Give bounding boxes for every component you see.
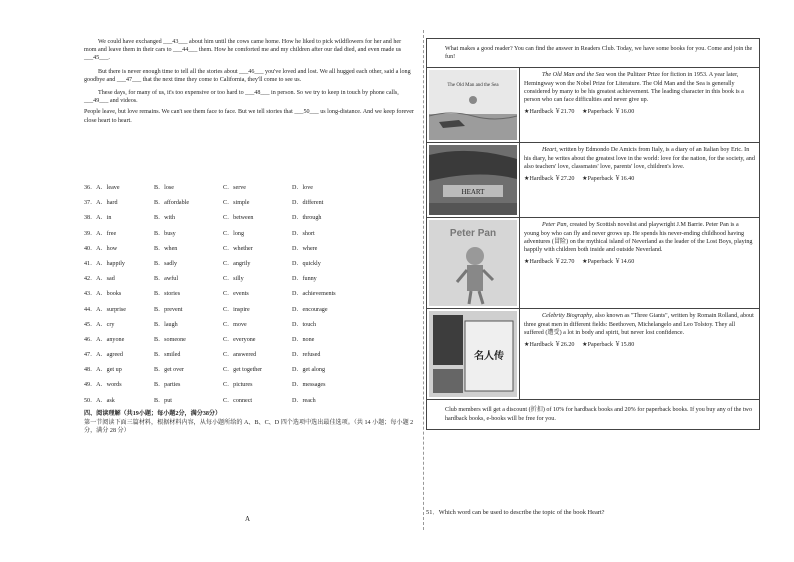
option-row bbox=[84, 180, 414, 195]
ads-footer: Club members will get a discount (折扣) of 10% for hardback books and 20% for paperback books. If you buy any of the two hardback books, e-books will be free for you. bbox=[427, 400, 760, 429]
paperback-price: ★Paperback ￥14.60 bbox=[582, 259, 635, 266]
heart-cover-title: HEART bbox=[461, 188, 485, 197]
option-c: C．answered bbox=[223, 352, 257, 359]
option-d: D．none bbox=[292, 336, 315, 343]
hardback-price: ★Hardback ￥26.20 bbox=[524, 342, 575, 349]
cloze-paragraph-3: These days, for many of us, it's too expensive or too hard to ___48___ in person. So we try to keep in touch by phone calls, ___49___ and videos. bbox=[84, 90, 399, 105]
hardback-price: ★Hardback ￥22.70 bbox=[524, 259, 575, 266]
option-d: D．where bbox=[292, 245, 318, 252]
option-row bbox=[84, 286, 414, 301]
option-row bbox=[84, 302, 414, 317]
option-d: D．different bbox=[292, 200, 324, 207]
option-b: B．put bbox=[154, 397, 172, 404]
option-a: 36．A．leave bbox=[84, 185, 120, 191]
book-cover bbox=[427, 309, 520, 400]
book-description: Peter Pan, created by Scottish novelist and playwright J.M Barrie. Peter Pan is a young boy who can fly and never grows up. He spends his never-ending childhood having adventures (冒险) on the mythical island of Neverland as the leader of the Lost Boys, playing happily with children both inside and outside Neverland. ★Hardback ￥22.70 ★Paperback ￥14.60 bbox=[520, 218, 760, 309]
option-a: 50．A．ask bbox=[84, 397, 115, 404]
question-51: 51．Which word can be used to describe the topic of the book Heart? bbox=[426, 509, 605, 516]
option-row bbox=[84, 210, 414, 225]
peter-pan-cover-illustration bbox=[429, 220, 517, 306]
option-a: 38．A．in bbox=[84, 215, 112, 222]
book-row bbox=[427, 143, 760, 218]
option-row bbox=[84, 317, 414, 332]
option-d: D．reach bbox=[292, 397, 316, 404]
options-list bbox=[84, 180, 414, 408]
option-a: 42．A．sad bbox=[84, 276, 115, 283]
option-c: C．everyone bbox=[223, 336, 256, 343]
cloze-paragraph-2: But there is never enough time to tell all the stories about ___46___ you've loved and lost. We all hugged each other, said a long goodbye and ___47___ that the next time they come to California, they'll come to see us. bbox=[84, 68, 411, 83]
option-row bbox=[84, 347, 414, 362]
section-instruction: 第一节阅读下面三篇材料，根据材料内容，从每小题所给的 A、B、C、D 四个选项中选出最佳选项。（共 14 小题；每小题 2 分，满分 28 分） bbox=[84, 419, 414, 434]
sea-cover-title: The Old Man and the Sea bbox=[447, 83, 499, 89]
option-a: 41．A．happily bbox=[84, 260, 125, 267]
option-b: B．lose bbox=[154, 185, 174, 191]
ads-intro: What makes a good reader? You can find the answer in Readers Club. Today, we have some books for you. Come and join the fun! bbox=[427, 39, 760, 68]
option-d: D．quickly bbox=[292, 260, 321, 267]
hardback-price: ★Hardback ￥21.70 bbox=[524, 109, 575, 116]
option-c: C．pictures bbox=[223, 382, 253, 389]
option-c: C．silly bbox=[223, 276, 244, 283]
option-c: C．whether bbox=[223, 245, 253, 252]
option-a: 49．A．words bbox=[84, 382, 122, 389]
option-c: C．long bbox=[223, 230, 244, 237]
option-b: B．laugh bbox=[154, 321, 178, 328]
option-a: 47．A．agreed bbox=[84, 352, 123, 359]
option-row bbox=[84, 377, 414, 392]
option-b: B．prevent bbox=[154, 306, 183, 313]
paperback-price: ★Paperback ￥16.00 bbox=[582, 109, 635, 116]
book-cover bbox=[427, 143, 520, 218]
option-row bbox=[84, 195, 414, 210]
option-d: D．messages bbox=[292, 382, 326, 389]
paperback-price: ★Paperback ￥16.40 bbox=[582, 176, 635, 183]
book-row bbox=[427, 309, 760, 400]
page-marker: A bbox=[245, 515, 251, 523]
book-cover bbox=[427, 218, 520, 309]
cloze-paragraph-4: People leave, but love remains. We can't see them face to face. But we tell stories that ___50___ us long-distance. And we keep forever close heart to heart. bbox=[84, 109, 414, 124]
book-description: Heart, written by Edmondo De Amicis from Italy, is a diary of an Italian boy Eric. In his diary, he writes about the greatest love in the world: love for the nation, for the society, and also teachers' love, classmates' love, parents' love, children's love. ★Hardback ￥27.20 ★Paperback ￥16.40 bbox=[520, 143, 760, 218]
option-row bbox=[84, 256, 414, 271]
book-cover-image bbox=[429, 70, 517, 140]
option-b: B．busy bbox=[154, 230, 176, 237]
option-d: D．funny bbox=[292, 276, 317, 283]
option-c: C．angrily bbox=[223, 260, 251, 267]
option-c: C．get together bbox=[223, 367, 263, 374]
option-d: D．get along bbox=[292, 367, 326, 374]
book-cover bbox=[427, 68, 520, 143]
option-c: C．move bbox=[223, 321, 247, 328]
option-c: C．inspire bbox=[223, 306, 250, 313]
option-row bbox=[84, 271, 414, 286]
option-b: B．when bbox=[154, 245, 178, 252]
book-cover-image bbox=[429, 220, 517, 306]
option-a: 46．A．anyone bbox=[84, 336, 125, 343]
option-d: D．through bbox=[292, 215, 322, 222]
paperback-price: ★Paperback ￥15.80 bbox=[582, 342, 635, 349]
option-row bbox=[84, 226, 414, 241]
option-a: 43．A．books bbox=[84, 291, 122, 298]
option-b: B．with bbox=[154, 215, 175, 222]
option-b: B．affordable bbox=[154, 200, 190, 207]
column-divider bbox=[423, 30, 424, 530]
book-description: Celebrity Biography, also known as "Three Giants", written by Romain Rolland, about three great men in different fields: Beethoven, Michelangelo and Leo Tolstoy. They all suffered (遭受) a lot in body and spirit, but never lost confidence. ★Hardback ￥26.20 ★Paperback ￥15.80 bbox=[520, 309, 760, 400]
option-b: B．smiled bbox=[154, 352, 181, 359]
book-description: The Old Man and the Sea won the Pulitzer Prize for fiction in 1953. A year later, Hemingway won the Nobel Prize for Literature. The Old Man and the Sea is generally considered by many to be his greatest achievement. The leading character in this book is a person who can face difficulties and never give up. ★Hardback ￥21.70 ★Paperback ￥16.00 bbox=[520, 68, 760, 143]
book-ads-table bbox=[426, 38, 760, 430]
hardback-price: ★Hardback ￥27.20 bbox=[524, 176, 575, 183]
option-d: D．love bbox=[292, 185, 313, 191]
cloze-passage bbox=[84, 38, 414, 125]
option-b: B．someone bbox=[154, 336, 186, 343]
option-b: B．stories bbox=[154, 291, 181, 298]
sea-cover-illustration bbox=[429, 70, 517, 140]
option-b: B．awful bbox=[154, 276, 179, 283]
option-c: C．between bbox=[223, 215, 254, 222]
option-d: D．touch bbox=[292, 321, 317, 328]
celebrity-cover-illustration bbox=[429, 311, 517, 397]
option-b: B．parties bbox=[154, 382, 181, 389]
option-row bbox=[84, 241, 414, 256]
option-a: 48．A．get up bbox=[84, 367, 122, 374]
option-a: 40．A．how bbox=[84, 245, 118, 252]
option-row bbox=[84, 332, 414, 347]
option-d: D．achievements bbox=[292, 291, 336, 298]
section-heading: 四、阅读理解（共19小题；每小题2分，满分38分） bbox=[84, 411, 222, 417]
option-a: 45．A．cry bbox=[84, 321, 115, 328]
option-row bbox=[84, 362, 414, 377]
peter-pan-cover-title: Peter Pan bbox=[449, 228, 497, 240]
reading-section bbox=[84, 410, 414, 436]
book-row bbox=[427, 218, 760, 309]
option-row bbox=[84, 393, 414, 408]
option-c: C．serve bbox=[223, 185, 247, 191]
option-d: D．encourage bbox=[292, 306, 328, 313]
book-cover-image bbox=[429, 145, 517, 215]
option-c: C．events bbox=[223, 291, 249, 298]
option-d: D．short bbox=[292, 230, 315, 237]
cloze-paragraph-1: We could have exchanged ___43___ about him until the cows came home. How he liked to pick wildflowers for her and her mom and leave them in their cars to ___44___ them. How he comforted me and my children after our dad died, and even made us ___45___. bbox=[84, 39, 402, 62]
book-row bbox=[427, 68, 760, 143]
option-a: 44．A．surprise bbox=[84, 306, 126, 313]
book-cover-image bbox=[429, 311, 517, 397]
option-d: D．refused bbox=[292, 352, 321, 359]
option-a: 39．A．free bbox=[84, 230, 117, 237]
option-c: C．connect bbox=[223, 397, 253, 404]
option-a: 37．A．hard bbox=[84, 200, 118, 207]
celebrity-cover-title: 名人传 bbox=[474, 351, 504, 363]
heart-cover-illustration bbox=[429, 145, 517, 215]
option-c: C．simple bbox=[223, 200, 250, 207]
option-b: B．get over bbox=[154, 367, 184, 374]
option-b: B．sadly bbox=[154, 260, 178, 267]
